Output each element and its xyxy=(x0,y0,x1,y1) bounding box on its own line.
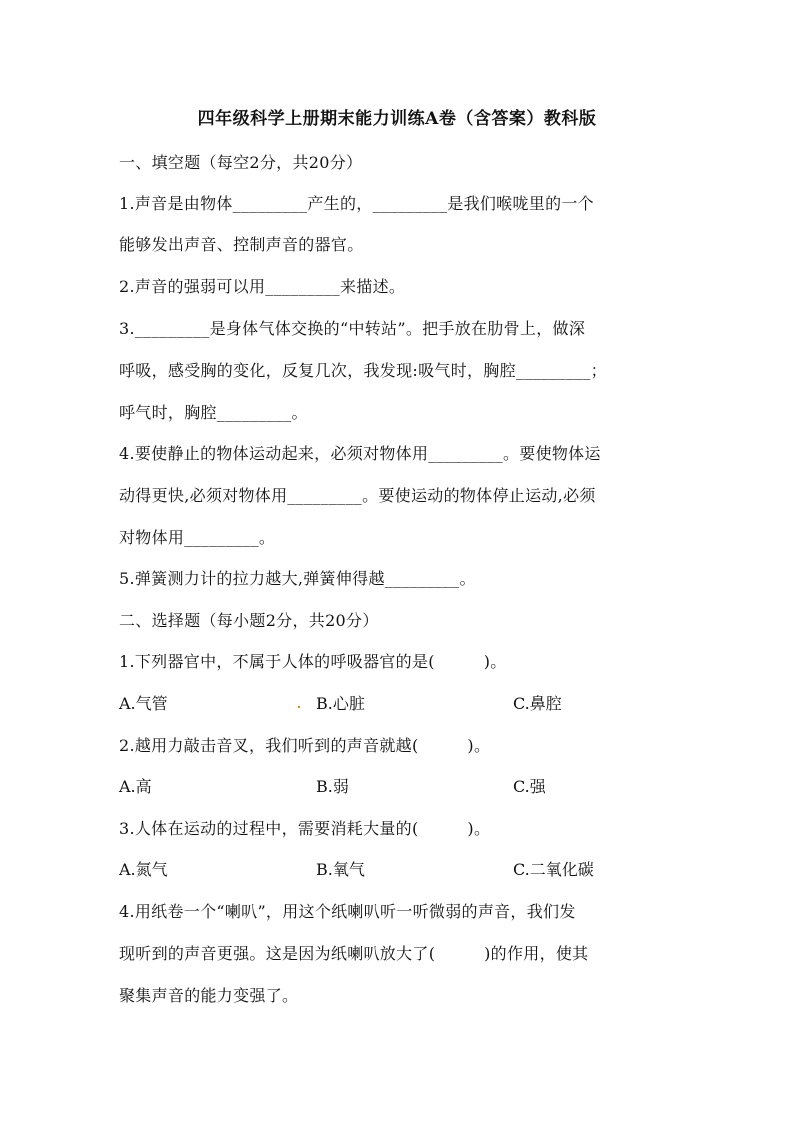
fill-question-1-line-1: 1.声音是由物体_________产生的，_________是我们喉咙里的一个 xyxy=(119,194,594,213)
section-heading-choice: 二、选择题（每小题2分，共20分） xyxy=(119,611,379,630)
fill-question-4-line-3: 对物体用_________。 xyxy=(119,528,276,547)
stray-mark xyxy=(298,706,300,708)
choice-question-2-option-c: C.强 xyxy=(513,777,546,796)
fill-question-2: 2.声音的强弱可以用_________来描述。 xyxy=(119,277,406,296)
fill-question-1-line-2: 能够发出声音、控制声音的器官。 xyxy=(119,235,364,254)
choice-question-2-stem: 2.越用力敲击音叉，我们听到的声音就越( )。 xyxy=(119,736,491,755)
fill-question-3-line-1: 3._________是身体气体交换的“中转站”。把手放在肋骨上，做深 xyxy=(119,319,586,338)
fill-question-4-line-2: 动得更快,必须对物体用_________。要使运动的物体停止运动,必须 xyxy=(119,486,596,505)
choice-question-2-option-a: A.高 xyxy=(119,777,152,796)
choice-question-1-stem: 1.下列器官中，不属于人体的呼吸器官的是( )。 xyxy=(119,652,507,671)
choice-question-4-line-1: 4.用纸卷一个“喇叭”，用这个纸喇叭听一听微弱的声音，我们发 xyxy=(119,902,576,921)
choice-question-3-option-a: A.氮气 xyxy=(119,860,168,879)
choice-question-3-option-c: C.二氧化碳 xyxy=(513,860,594,879)
choice-question-2-option-b: B.弱 xyxy=(316,777,349,796)
choice-question-4-line-2: 现听到的声音更强。这是因为纸喇叭放大了( )的作用，使其 xyxy=(119,944,589,963)
choice-question-1-option-b: B.心脏 xyxy=(316,694,365,713)
fill-question-4-line-1: 4.要使静止的物体运动起来，必须对物体用_________。要使物体运 xyxy=(119,444,601,463)
choice-question-1-option-c: C.鼻腔 xyxy=(513,694,562,713)
choice-question-4-line-3: 聚集声音的能力变强了。 xyxy=(119,986,299,1005)
choice-question-3-stem: 3.人体在运动的过程中，需要消耗大量的( )。 xyxy=(119,819,491,838)
choice-question-3-option-b: B.氧气 xyxy=(316,860,365,879)
document-title: 四年级科学上册期末能力训练A卷（含答案）教科版 xyxy=(197,109,597,129)
choice-question-1-option-a: A.气管 xyxy=(119,694,168,713)
fill-question-5: 5.弹簧测力计的拉力越大,弹簧伸得越_________。 xyxy=(119,569,476,588)
section-heading-fill-in: 一、填空题（每空2分，共20分） xyxy=(119,153,363,172)
fill-question-3-line-3: 呼气时，胸腔_________。 xyxy=(119,403,308,422)
fill-question-3-line-2: 呼吸，感受胸的变化，反复几次，我发现:吸气时，胸腔_________； xyxy=(119,361,607,380)
